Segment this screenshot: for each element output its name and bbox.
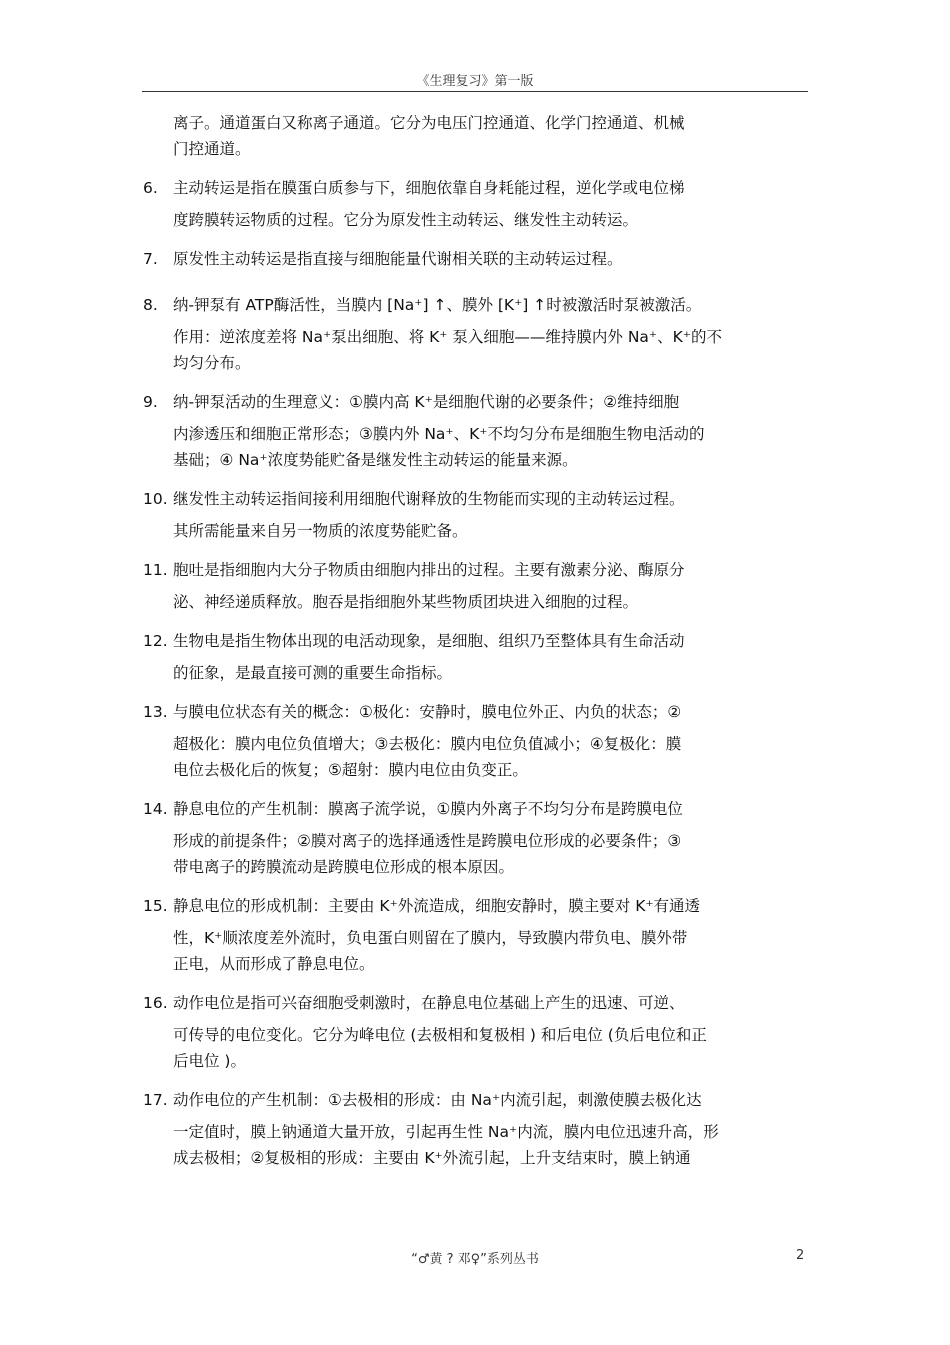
item-line: 的征象，是最直接可测的重要生命指标。 — [173, 664, 453, 682]
item-line: 可传导的电位变化。它分为峰电位 (去极相和复极相 ) 和后电位 (负后电位和正 — [173, 1026, 707, 1044]
item-line: 电位去极化后的恢复；⑤超射：膜内电位由负变正。 — [173, 761, 528, 779]
list-item — [143, 990, 833, 1074]
item-line: 形成的前提条件；②膜对离子的选择通透性是跨膜电位形成的必要条件；③ — [173, 832, 682, 850]
item-line: 生物电是指生物体出现的电活动现象，是细胞、组织乃至整体具有生命活动 — [173, 632, 685, 650]
item-line: 主动转运是指在膜蛋白质参与下，细胞依靠自身耗能过程，逆化学或电位梯 — [173, 179, 685, 197]
list-item — [143, 557, 833, 615]
running-header-title: 《生理复习》第一版 — [416, 74, 534, 89]
item-line: 内渗透压和细胞正常形态；③膜内外 Na⁺、K⁺不均匀分布是细胞生物电活动的 — [173, 425, 705, 443]
item-number: 9. — [143, 393, 158, 411]
list-item — [143, 893, 833, 977]
item-number: 8. — [143, 296, 158, 314]
item-line: 正电，从而形成了静息电位。 — [173, 955, 375, 973]
item-number: 11. — [143, 561, 168, 579]
item-number: 10. — [143, 490, 168, 508]
item-number: 13. — [143, 703, 168, 721]
item-line: 动作电位是指可兴奋细胞受刺激时，在静息电位基础上产生的迅速、可逆、 — [173, 994, 685, 1012]
item-number: 7. — [143, 250, 158, 268]
list-item — [143, 389, 833, 473]
document-body — [143, 110, 833, 1184]
page-number: 2 — [796, 1248, 805, 1263]
item-number: 16. — [143, 994, 168, 1012]
item-line: 原发性主动转运是指直接与细胞能量代谢相关联的主动转运过程。 — [173, 250, 623, 268]
item-line: 胞吐是指细胞内大分子物质由细胞内排出的过程。主要有激素分泌、酶原分 — [173, 561, 685, 579]
item-line: 作用：逆浓度差将 Na⁺泵出细胞、将 K⁺ 泵入细胞——维持膜内外 Na⁺、K⁺的不 — [173, 328, 722, 346]
item-line: 离子。通道蛋白又称离子通道。它分为电压门控通道、化学门控通道、机械 — [173, 114, 685, 132]
item-line: 继发性主动转运指间接利用细胞代谢释放的生物能而实现的主动转运过程。 — [173, 490, 685, 508]
list-item — [143, 486, 833, 544]
item-line: 其所需能量来自另一物质的浓度势能贮备。 — [173, 522, 468, 540]
item-line: 度跨膜转运物质的过程。它分为原发性主动转运、继发性主动转运。 — [173, 211, 639, 229]
item-line: 均匀分布。 — [173, 354, 251, 372]
item-number: 15. — [143, 897, 168, 915]
item-line: 静息电位的产生机制：膜离子流学说，①膜内外离子不均匀分布是跨膜电位 — [173, 800, 683, 818]
list-item — [143, 796, 833, 880]
item-line: 性，K⁺顺浓度差外流时，负电蛋白则留在了膜内，导致膜内带负电、膜外带 — [173, 929, 688, 947]
item-line: 动作电位的产生机制：①去极相的形成：由 Na⁺内流引起，刺激使膜去极化达 — [173, 1091, 702, 1109]
item-number: 12. — [143, 632, 168, 650]
list-item — [143, 175, 833, 233]
item-number: 6. — [143, 179, 158, 197]
list-item — [143, 628, 833, 686]
item-line: 成去极相；②复极相的形成：主要由 K⁺外流引起，上升支结束时，膜上钠通 — [173, 1149, 691, 1167]
list-item — [143, 1087, 833, 1171]
item-number: 17. — [143, 1091, 168, 1109]
item-line: 泌、神经递质释放。胞吞是指细胞外某些物质团块进入细胞的过程。 — [173, 593, 639, 611]
item-line: 静息电位的形成机制：主要由 K⁺外流造成，细胞安静时，膜主要对 K⁺有通透 — [173, 897, 701, 915]
item-line: 超极化：膜内电位负值增大；③去极化：膜内电位负值减小；④复极化：膜 — [173, 735, 682, 753]
item-line: 一定值时，膜上钠通道大量开放，引起再生性 Na⁺内流，膜内电位迅速升高，形 — [173, 1123, 719, 1141]
item-line: 纳-钾泵活动的生理意义：①膜内高 K⁺是细胞代谢的必要条件；②维持细胞 — [173, 393, 680, 411]
item-number: 14. — [143, 800, 168, 818]
item-line: 与膜电位状态有关的概念：①极化：安静时，膜电位外正、内负的状态；② — [173, 703, 682, 721]
header-divider — [142, 91, 808, 92]
item-line: 门控通道。 — [173, 140, 251, 158]
item-line: 后电位 )。 — [173, 1052, 246, 1070]
list-item — [143, 246, 833, 272]
item-line: 基础；④ Na⁺浓度势能贮备是继发性主动转运的能量来源。 — [173, 451, 578, 469]
running-footer-series: “♂黄 ? 邓♀”系列丛书 — [411, 1252, 539, 1267]
list-item — [143, 292, 833, 376]
list-item — [143, 110, 833, 162]
item-line: 纳-钾泵有 ATP酶活性，当膜内 [Na⁺] ↑、膜外 [K⁺] ↑时被激活时泵被激活。 — [173, 296, 702, 314]
item-line: 带电离子的跨膜流动是跨膜电位形成的根本原因。 — [173, 858, 515, 876]
list-item — [143, 699, 833, 783]
